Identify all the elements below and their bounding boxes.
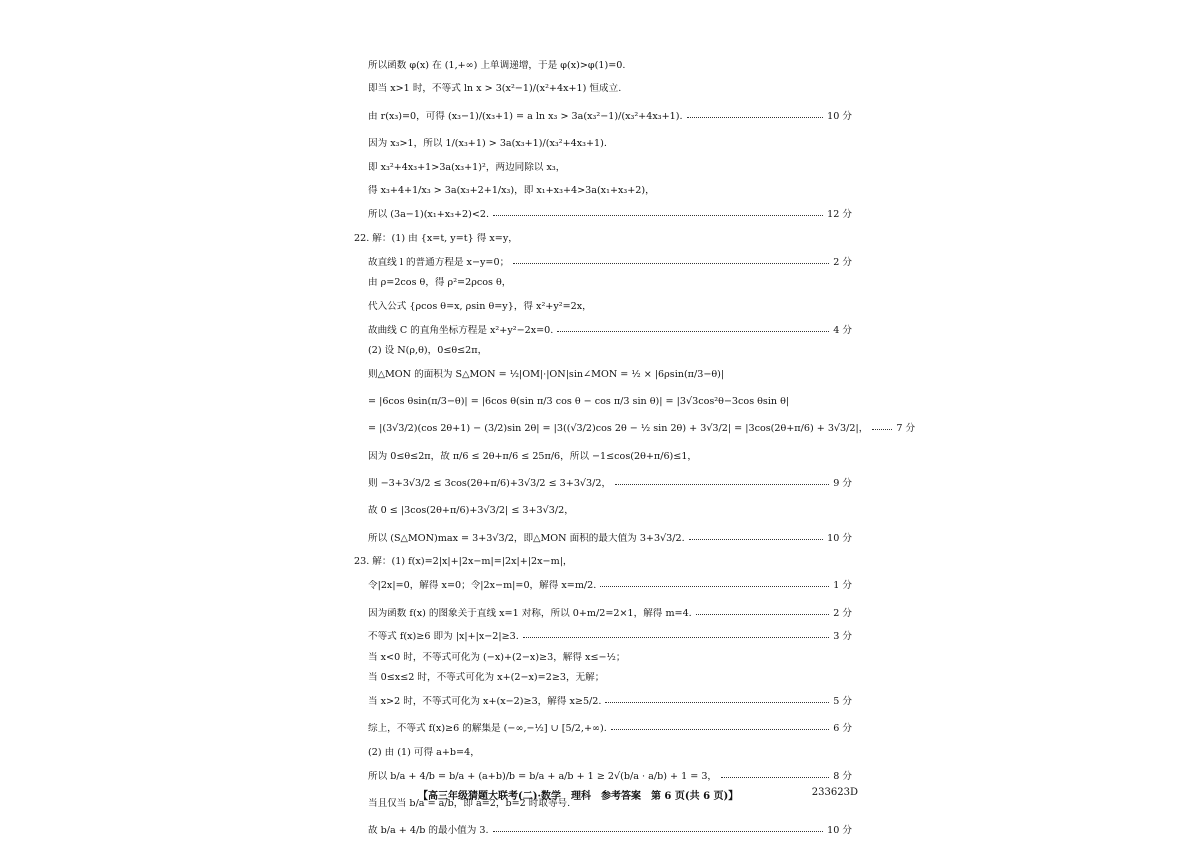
solution-line bbox=[368, 528, 852, 550]
solution-line bbox=[368, 500, 852, 522]
solution-line bbox=[368, 691, 852, 713]
solution-content bbox=[354, 58, 916, 848]
solution-line bbox=[368, 78, 852, 100]
score-mark: 6 分 bbox=[833, 723, 852, 735]
score-mark: 2 分 bbox=[833, 607, 852, 619]
line-text: 综上，不等式 f(x)≥6 的解集是 (−∞,−½] ∪ [5/2,+∞). bbox=[368, 723, 607, 735]
score-mark: 10 分 bbox=[827, 825, 852, 837]
solution-line bbox=[368, 364, 852, 386]
line-text: 当 0≤x≤2 时，不等式可化为 x+(2−x)=2≥3，无解； bbox=[368, 671, 605, 683]
solution-line bbox=[368, 718, 852, 740]
leader-dots bbox=[872, 428, 892, 430]
score-mark: 10 分 bbox=[827, 110, 852, 122]
leader-dots bbox=[557, 330, 829, 332]
solution-line bbox=[354, 228, 852, 250]
leader-dots bbox=[513, 262, 829, 264]
score-mark: 2 分 bbox=[833, 256, 852, 268]
leader-dots bbox=[611, 728, 829, 730]
solution-line bbox=[368, 446, 852, 468]
solution-line bbox=[368, 255, 852, 270]
leader-dots bbox=[721, 776, 829, 778]
line-text: (2) 设 N(ρ,θ)，0≤θ≤2π， bbox=[368, 345, 488, 357]
line-text: 当 x>2 时，不等式可化为 x+(x−2)≥3，解得 x≥5/2. bbox=[368, 695, 602, 707]
line-text: 所以 (S△MON)max = 3+3√3/2，即△MON 面积的最大值为 3+3√3/2. bbox=[368, 532, 685, 544]
line-text: 故直线 l 的普通方程是 x−y=0； bbox=[368, 256, 510, 268]
solution-line bbox=[368, 418, 916, 440]
line-text: 因为 0≤θ≤2π，故 π/6 ≤ 2θ+π/6 ≤ 25π/6，所以 −1≤cos(2θ+π/6)≤1， bbox=[368, 450, 698, 462]
solution-line bbox=[368, 344, 852, 359]
solution-line bbox=[368, 133, 852, 155]
solution-line bbox=[368, 766, 852, 788]
solution-line bbox=[368, 208, 852, 223]
line-text: 代入公式 {ρcos θ=x, ρsin θ=y}，得 x²+y²=2x， bbox=[368, 300, 592, 312]
solution-line bbox=[368, 650, 852, 665]
solution-line bbox=[368, 473, 852, 495]
leader-dots bbox=[600, 585, 829, 587]
solution-line bbox=[368, 575, 852, 597]
leader-dots bbox=[689, 538, 823, 540]
line-text: 令|2x|=0，解得 x=0；令|2x−m|=0，解得 x=m/2. bbox=[368, 580, 597, 592]
leader-dots bbox=[523, 636, 829, 638]
solution-line bbox=[368, 630, 852, 645]
solution-line bbox=[368, 160, 852, 175]
line-text: 所以 b/a + 4/b = b/a + (a+b)/b = b/a + a/b + 1 ≥ 2√(b/a · a/b) + 1 = 3， bbox=[368, 770, 718, 782]
solution-line bbox=[368, 391, 852, 413]
line-text: 则△MON 的面积为 S△MON = ½|OM|·|ON|sin∠MON = ½ × |6ρsin(π/3−θ)| bbox=[368, 368, 725, 380]
score-mark: 7 分 bbox=[896, 423, 916, 435]
line-text: 得 x₃+4+1/x₃ > 3a(x₃+2+1/x₃)，即 x₁+x₃+4>3a(x₁+x₃+2)， bbox=[368, 185, 655, 197]
solution-line bbox=[368, 745, 852, 760]
solution-line bbox=[368, 603, 852, 625]
score-mark: 10 分 bbox=[827, 532, 852, 544]
solution-line bbox=[368, 296, 852, 318]
solution-line bbox=[368, 58, 852, 73]
solution-line bbox=[368, 670, 852, 685]
line-text: 当且仅当 b/a = a/b，即 a=2，b=2 时取等号. bbox=[368, 797, 571, 809]
footer-title: 【高三年级猜题大联考(二)·数学 理科 参考答案 第 6 页(共 6 页)】 bbox=[418, 791, 739, 802]
solution-line bbox=[368, 323, 852, 338]
line-text: 23. 解：(1) f(x)=2|x|+|2x−m|=|2x|+|2x−m|， bbox=[354, 556, 573, 568]
line-text: 由 ρ=2cos θ，得 ρ²=2ρcos θ， bbox=[368, 277, 512, 289]
solution-line bbox=[368, 276, 852, 291]
score-mark: 4 分 bbox=[833, 324, 852, 336]
solution-line bbox=[368, 106, 852, 128]
leader-dots bbox=[493, 214, 823, 216]
leader-dots bbox=[493, 830, 824, 832]
solution-line bbox=[354, 555, 852, 570]
score-mark: 12 分 bbox=[827, 209, 852, 221]
line-text: 由 r(x₃)=0，可得 (x₃−1)/(x₃+1) = a ln x₃ > 3a(x₃²−1)/(x₃²+4x₃+1). bbox=[368, 110, 683, 122]
line-text: (2) 由 (1) 可得 a+b=4， bbox=[368, 746, 480, 758]
score-mark: 8 分 bbox=[833, 770, 852, 782]
footer-code: 233623D bbox=[811, 787, 858, 798]
line-text: = |(3√3/2)(cos 2θ+1) − (3/2)sin 2θ| = |3((√3/2)cos 2θ − ½ sin 2θ) + 3√3/2| = |3cos(2θ+π/6) + 3√3/2|， bbox=[368, 423, 869, 435]
leader-dots bbox=[687, 116, 824, 118]
line-text: 即 x₃²+4x₃+1>3a(x₃+1)²，两边同除以 x₃， bbox=[368, 161, 566, 173]
score-mark: 9 分 bbox=[833, 478, 852, 490]
leader-dots bbox=[615, 483, 829, 485]
line-text: 不等式 f(x)≥6 即为 |x|+|x−2|≥3. bbox=[368, 631, 519, 643]
line-text: 因为 x₃>1，所以 1/(x₃+1) > 3a(x₃+1)/(x₃²+4x₃+1). bbox=[368, 137, 607, 149]
score-mark: 3 分 bbox=[833, 631, 852, 643]
page-footer bbox=[418, 787, 858, 802]
solution-line bbox=[368, 820, 852, 842]
leader-dots bbox=[605, 701, 829, 703]
solution-line bbox=[368, 180, 852, 202]
score-mark: 1 分 bbox=[833, 580, 852, 592]
line-text: 所以函数 φ(x) 在 (1,+∞) 上单调递增，于是 φ(x)>φ(1)=0. bbox=[368, 59, 626, 71]
line-text: 故 b/a + 4/b 的最小值为 3. bbox=[368, 825, 489, 837]
leader-dots bbox=[696, 613, 830, 615]
line-text: 22. 解：(1) 由 {x=t, y=t} 得 x=y， bbox=[354, 233, 518, 245]
line-text: 故曲线 C 的直角坐标方程是 x²+y²−2x=0. bbox=[368, 324, 554, 336]
score-mark: 5 分 bbox=[833, 695, 852, 707]
line-text: 则 −3+3√3/2 ≤ 3cos(2θ+π/6)+3√3/2 ≤ 3+3√3/2， bbox=[368, 478, 612, 490]
line-text: 因为函数 f(x) 的图象关于直线 x=1 对称，所以 0+m/2=2×1，解得 m=4. bbox=[368, 607, 692, 619]
line-text: 当 x<0 时，不等式可化为 (−x)+(2−x)≥3，解得 x≤−½； bbox=[368, 651, 626, 663]
line-text: 即当 x>1 时，不等式 ln x > 3(x²−1)/(x²+4x+1) 恒成立. bbox=[368, 83, 622, 95]
line-text: 故 0 ≤ |3cos(2θ+π/6)+3√3/2| ≤ 3+3√3/2， bbox=[368, 505, 574, 517]
line-text: 所以 (3a−1)(x₁+x₃+2)<2. bbox=[368, 209, 490, 221]
line-text: = |6cos θsin(π/3−θ)| = |6cos θ(sin π/3 cos θ − cos π/3 sin θ)| = |3√3cos²θ−3cos θsin θ| bbox=[368, 396, 790, 408]
